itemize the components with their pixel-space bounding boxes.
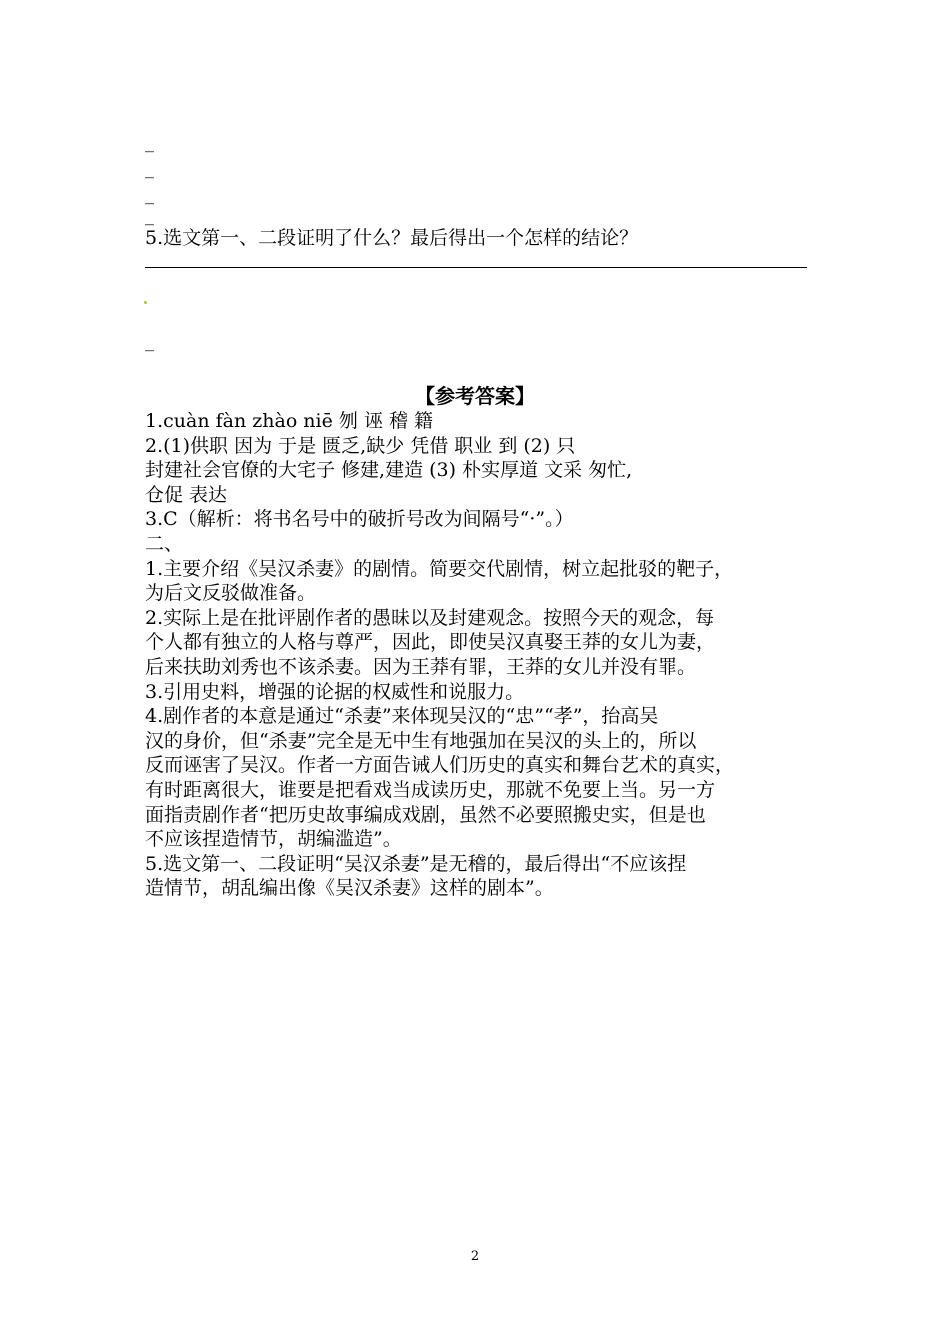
answer-block [145,409,815,901]
answer-line: 有时距离很大，谁要是把看戏当成读历史，那就不免要上当。另一方 [145,778,716,801]
answer-line: 3.C（解析：将书名号中的破折号改为间隔号“·”。） [145,508,574,531]
answer-line: 不应该捏造情节，胡编滥造”。 [145,828,402,851]
answer-line: 后来扶助刘秀也不该杀妻。因为王莽有罪，王莽的女儿并没有罪。 [145,655,697,678]
question-5: 5.选文第一、二段证明了什么？最后得出一个怎样的结论？ [145,227,639,249]
blank-dash: _ [145,132,154,153]
blank-dash: _ [145,158,154,179]
answer-title: 【参考答案】 [415,384,535,408]
answer-line: 封建社会官僚的大宅子 修建,建造 (3) 朴实厚道 文采 匆忙, [145,459,633,482]
answer-line: 为后文反驳做准备。 [145,582,317,605]
answer-line: 仓促 表达 [145,483,228,506]
blank-dash: _ [145,184,154,205]
blank-dash: _ [145,205,154,226]
answer-line: 二、 [145,532,184,555]
answer-line: 5.选文第一、二段证明“吴汉杀妻”是无稽的，最后得出“不应该捏 [145,852,687,875]
answer-line: 造情节，胡乱编出像《吴汉杀妻》这样的剧本”。 [145,877,554,900]
answer-line-rule [145,267,807,268]
answer-line: 反而诬害了吴汉。作者一方面告诫人们历史的真实和舞台艺术的真实， [145,754,735,777]
answer-line: 3.引用史料，增强的论据的权威性和说服力。 [145,680,525,703]
answer-line: 2.实际上是在批评剧作者的愚昧以及封建观念。按照今天的观念，每 [145,606,715,629]
answer-line: 2.(1)供职 因为 于是 匮乏,缺少 凭借 职业 到 (2) 只 [145,434,576,457]
answer-line: 面指责剧作者“把历史故事编成戏剧，虽然不必要照搬史实，但是也 [145,803,706,826]
stray-dot [144,301,147,304]
answer-line: 汉的身价，但“杀妻”完全是无中生有地强加在吴汉的头上的，所以 [145,729,697,752]
answer-line: 1.cuàn fàn zhào niē 刎 诬 稽 籍 [145,410,434,432]
page-number: 2 [470,1249,480,1264]
answer-line: 1.主要介绍《吴汉杀妻》的剧情。简要交代剧情，树立起批驳的靶子， [145,557,734,580]
answer-line: 4.剧作者的本意是通过“杀妻”来体现吴汉的“忠”“孝”，抬高吴 [145,705,659,728]
blank-dash: _ [145,331,154,352]
answer-line: 个人都有独立的人格与尊严，因此，即使吴汉真娶王莽的女儿为妻， [145,631,716,654]
